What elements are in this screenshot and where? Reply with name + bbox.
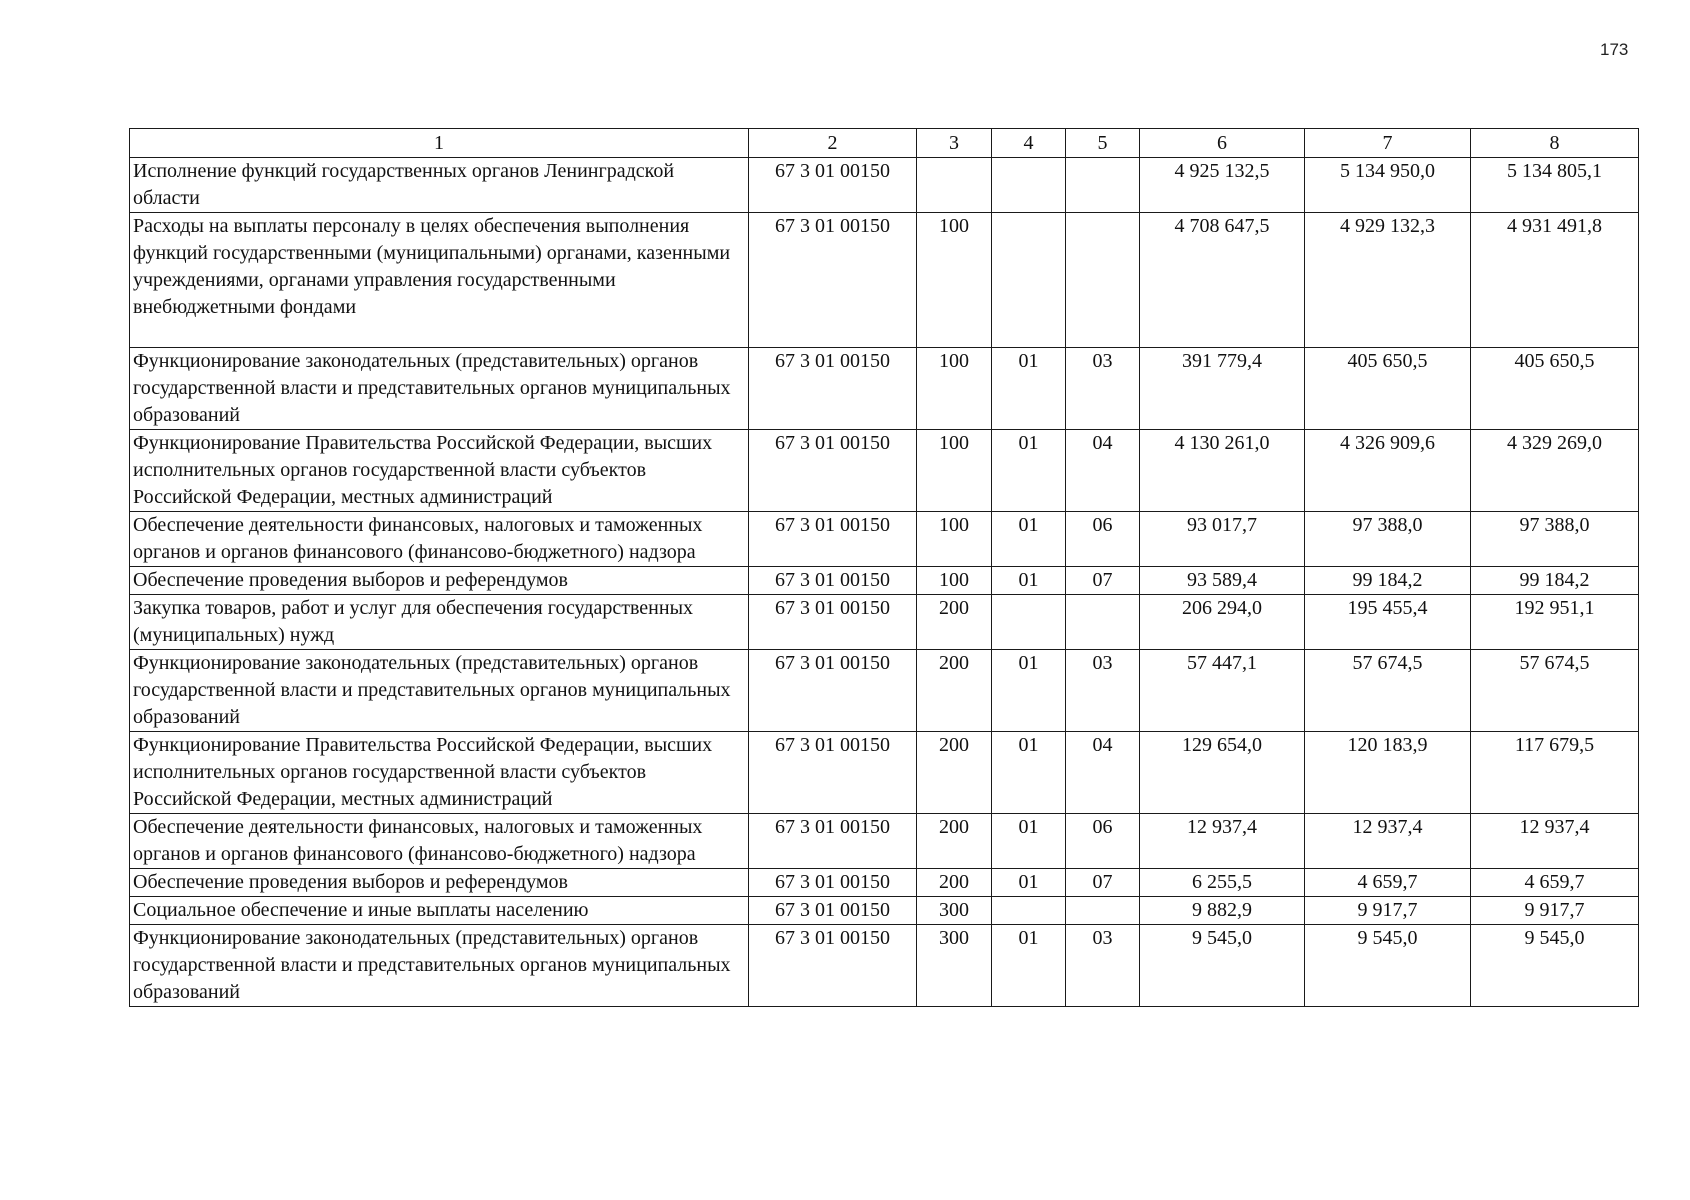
amount-col8: 4 659,7 xyxy=(1471,869,1639,897)
amount-col7: 4 659,7 xyxy=(1305,869,1471,897)
section-code: 01 xyxy=(992,567,1066,595)
table-row xyxy=(130,348,1639,430)
amount-col7: 9 917,7 xyxy=(1305,897,1471,925)
row-name: Функционирование законодательных (представительных) органов государственной власти и представительных органов муниципальных образований xyxy=(130,348,749,430)
row-name: Закупка товаров, работ и услуг для обеспечения государственных (муниципальных) нужд xyxy=(130,595,749,650)
row-name: Функционирование законодательных (представительных) органов государственной власти и представительных органов муниципальных образований xyxy=(130,650,749,732)
column-header: 4 xyxy=(992,129,1066,158)
target-article-code: 67 3 01 00150 xyxy=(749,897,917,925)
column-header: 5 xyxy=(1066,129,1140,158)
column-header: 2 xyxy=(749,129,917,158)
amount-col8: 12 937,4 xyxy=(1471,814,1639,869)
amount-col7: 5 134 950,0 xyxy=(1305,158,1471,213)
amount-col8: 405 650,5 xyxy=(1471,348,1639,430)
target-article-code: 67 3 01 00150 xyxy=(749,869,917,897)
amount-col7: 57 674,5 xyxy=(1305,650,1471,732)
table-row xyxy=(130,567,1639,595)
subsection-code: 03 xyxy=(1066,925,1140,1007)
subsection-code: 06 xyxy=(1066,814,1140,869)
table-row xyxy=(130,897,1639,925)
expense-type-code: 200 xyxy=(917,814,992,869)
budget-table xyxy=(129,128,1639,1007)
target-article-code: 67 3 01 00150 xyxy=(749,158,917,213)
amount-col6: 12 937,4 xyxy=(1140,814,1305,869)
table-row xyxy=(130,213,1639,348)
amount-col6: 57 447,1 xyxy=(1140,650,1305,732)
amount-col8: 117 679,5 xyxy=(1471,732,1639,814)
expense-type-code: 200 xyxy=(917,650,992,732)
amount-col8: 99 184,2 xyxy=(1471,567,1639,595)
subsection-code: 03 xyxy=(1066,650,1140,732)
table-row xyxy=(130,814,1639,869)
column-header: 6 xyxy=(1140,129,1305,158)
column-header: 1 xyxy=(130,129,749,158)
amount-col7: 97 388,0 xyxy=(1305,512,1471,567)
expense-type-code: 300 xyxy=(917,925,992,1007)
subsection-code xyxy=(1066,595,1140,650)
amount-col8: 57 674,5 xyxy=(1471,650,1639,732)
target-article-code: 67 3 01 00150 xyxy=(749,732,917,814)
target-article-code: 67 3 01 00150 xyxy=(749,814,917,869)
amount-col6: 206 294,0 xyxy=(1140,595,1305,650)
amount-col6: 6 255,5 xyxy=(1140,869,1305,897)
column-header: 7 xyxy=(1305,129,1471,158)
section-code: 01 xyxy=(992,348,1066,430)
target-article-code: 67 3 01 00150 xyxy=(749,650,917,732)
amount-col8: 9 545,0 xyxy=(1471,925,1639,1007)
amount-col6: 93 589,4 xyxy=(1140,567,1305,595)
subsection-code: 07 xyxy=(1066,869,1140,897)
target-article-code: 67 3 01 00150 xyxy=(749,430,917,512)
amount-col7: 120 183,9 xyxy=(1305,732,1471,814)
amount-col8: 4 329 269,0 xyxy=(1471,430,1639,512)
expense-type-code: 100 xyxy=(917,348,992,430)
amount-col8: 4 931 491,8 xyxy=(1471,213,1639,348)
table-row xyxy=(130,595,1639,650)
section-code xyxy=(992,897,1066,925)
expense-type-code: 100 xyxy=(917,430,992,512)
amount-col8: 5 134 805,1 xyxy=(1471,158,1639,213)
amount-col7: 12 937,4 xyxy=(1305,814,1471,869)
table-row xyxy=(130,650,1639,732)
column-header: 8 xyxy=(1471,129,1639,158)
subsection-code: 04 xyxy=(1066,732,1140,814)
amount-col8: 192 951,1 xyxy=(1471,595,1639,650)
section-code: 01 xyxy=(992,814,1066,869)
row-name: Функционирование Правительства Российской Федерации, высших исполнительных органов государственной власти субъектов Российской Федерации, местных администраций xyxy=(130,430,749,512)
row-name: Функционирование Правительства Российской Федерации, высших исполнительных органов государственной власти субъектов Российской Федерации, местных администраций xyxy=(130,732,749,814)
amount-col6: 4 925 132,5 xyxy=(1140,158,1305,213)
expense-type-code: 100 xyxy=(917,213,992,348)
target-article-code: 67 3 01 00150 xyxy=(749,512,917,567)
section-code xyxy=(992,213,1066,348)
subsection-code: 06 xyxy=(1066,512,1140,567)
target-article-code: 67 3 01 00150 xyxy=(749,595,917,650)
section-code: 01 xyxy=(992,732,1066,814)
amount-col6: 4 708 647,5 xyxy=(1140,213,1305,348)
amount-col7: 9 545,0 xyxy=(1305,925,1471,1007)
amount-col8: 97 388,0 xyxy=(1471,512,1639,567)
subsection-code xyxy=(1066,213,1140,348)
amount-col7: 99 184,2 xyxy=(1305,567,1471,595)
row-name: Расходы на выплаты персоналу в целях обеспечения выполнения функций государственными (муниципальными) органами, казенными учреждениями, органами управления государственными внебюджетными фондами xyxy=(130,213,749,348)
table-row xyxy=(130,869,1639,897)
row-name: Обеспечение проведения выборов и референдумов xyxy=(130,869,749,897)
expense-type-code: 100 xyxy=(917,512,992,567)
header-row xyxy=(130,129,1639,158)
section-code: 01 xyxy=(992,512,1066,567)
expense-type-code xyxy=(917,158,992,213)
table-row xyxy=(130,430,1639,512)
table-row xyxy=(130,732,1639,814)
target-article-code: 67 3 01 00150 xyxy=(749,925,917,1007)
row-name: Социальное обеспечение и иные выплаты населению xyxy=(130,897,749,925)
subsection-code xyxy=(1066,158,1140,213)
section-code: 01 xyxy=(992,650,1066,732)
amount-col6: 391 779,4 xyxy=(1140,348,1305,430)
column-header: 3 xyxy=(917,129,992,158)
target-article-code: 67 3 01 00150 xyxy=(749,213,917,348)
amount-col6: 4 130 261,0 xyxy=(1140,430,1305,512)
amount-col7: 4 929 132,3 xyxy=(1305,213,1471,348)
expense-type-code: 300 xyxy=(917,897,992,925)
expense-type-code: 200 xyxy=(917,595,992,650)
section-code xyxy=(992,158,1066,213)
row-name: Обеспечение деятельности финансовых, налоговых и таможенных органов и органов финансового (финансово-бюджетного) надзора xyxy=(130,814,749,869)
row-name: Обеспечение проведения выборов и референдумов xyxy=(130,567,749,595)
amount-col7: 405 650,5 xyxy=(1305,348,1471,430)
amount-col7: 195 455,4 xyxy=(1305,595,1471,650)
expense-type-code: 200 xyxy=(917,869,992,897)
subsection-code: 04 xyxy=(1066,430,1140,512)
amount-col8: 9 917,7 xyxy=(1471,897,1639,925)
table-row xyxy=(130,158,1639,213)
amount-col7: 4 326 909,6 xyxy=(1305,430,1471,512)
amount-col6: 9 882,9 xyxy=(1140,897,1305,925)
page-number: 173 xyxy=(1600,40,1629,59)
expense-type-code: 100 xyxy=(917,567,992,595)
row-name: Обеспечение деятельности финансовых, налоговых и таможенных органов и органов финансового (финансово-бюджетного) надзора xyxy=(130,512,749,567)
amount-col6: 129 654,0 xyxy=(1140,732,1305,814)
amount-col6: 9 545,0 xyxy=(1140,925,1305,1007)
table-row xyxy=(130,512,1639,567)
section-code: 01 xyxy=(992,869,1066,897)
section-code: 01 xyxy=(992,430,1066,512)
amount-col6: 93 017,7 xyxy=(1140,512,1305,567)
section-code: 01 xyxy=(992,925,1066,1007)
row-name: Исполнение функций государственных органов Ленинградской области xyxy=(130,158,749,213)
expense-type-code: 200 xyxy=(917,732,992,814)
target-article-code: 67 3 01 00150 xyxy=(749,567,917,595)
subsection-code xyxy=(1066,897,1140,925)
table-row xyxy=(130,925,1639,1007)
row-name: Функционирование законодательных (представительных) органов государственной власти и представительных органов муниципальных образований xyxy=(130,925,749,1007)
subsection-code: 03 xyxy=(1066,348,1140,430)
subsection-code: 07 xyxy=(1066,567,1140,595)
section-code xyxy=(992,595,1066,650)
target-article-code: 67 3 01 00150 xyxy=(749,348,917,430)
